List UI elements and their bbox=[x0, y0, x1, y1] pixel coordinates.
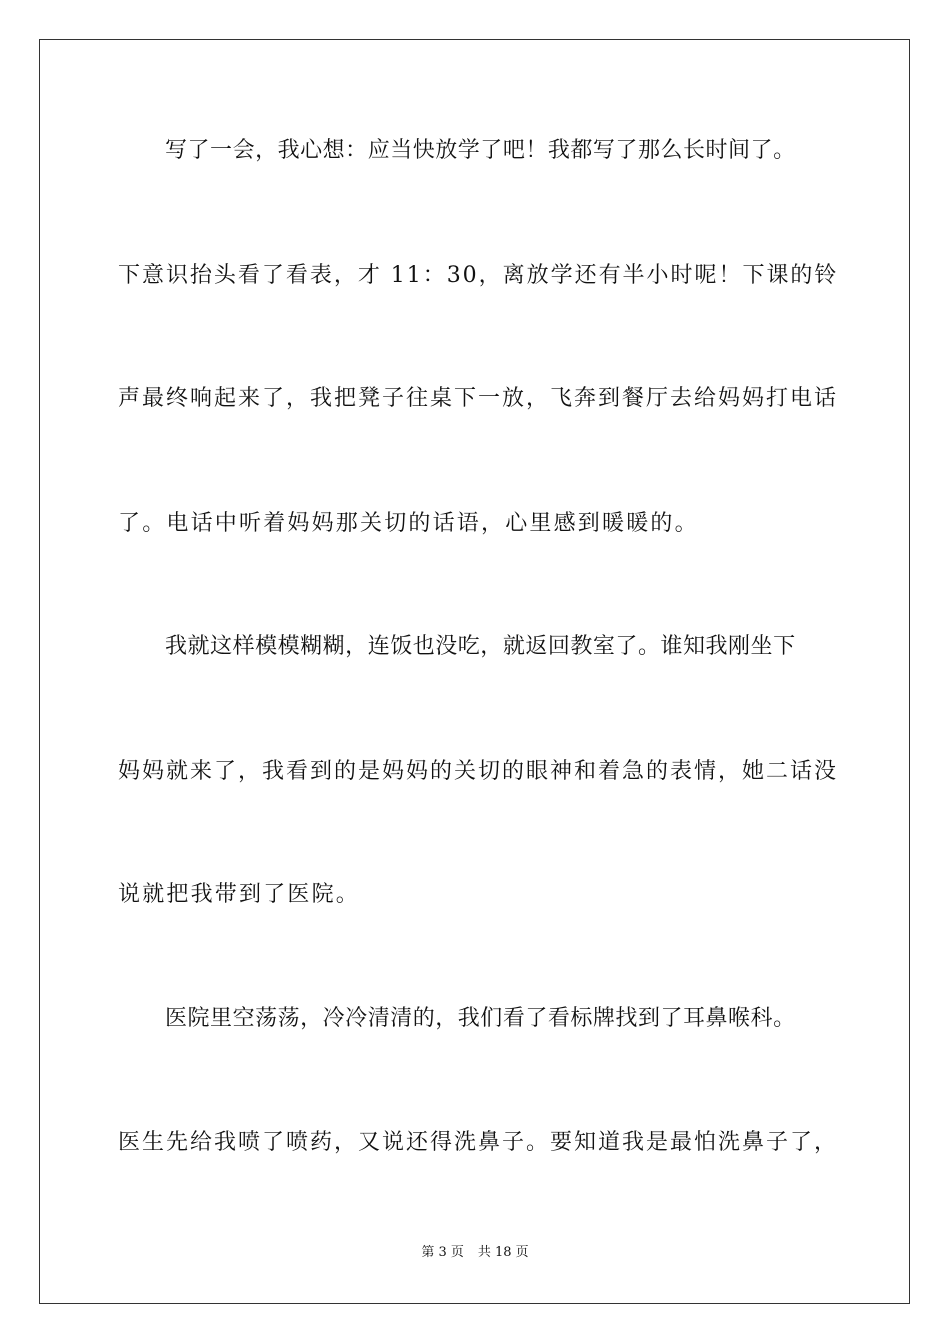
text-line-3: 声最终响起来了，我把凳子往桌下一放，飞奔到餐厅去给妈妈打电话 bbox=[118, 386, 839, 411]
text-line-9: 医生先给我喷了喷药，又说还得洗鼻子。要知道我是最怕洗鼻子了， bbox=[118, 1130, 839, 1155]
page-total: 共 18 页 bbox=[477, 1245, 529, 1260]
text-line-2: 下意识抬头看了看表，才 11：30，离放学还有半小时呢！下课的铃 bbox=[118, 263, 839, 288]
text-line-1: 写了一会，我心想：应当快放学了吧！我都写了那么长时间了。 bbox=[165, 138, 796, 163]
text-line-6: 妈妈就来了，我看到的是妈妈的关切的眼神和着急的表情，她二话没 bbox=[118, 759, 839, 784]
text-line-8: 医院里空荡荡，冷冷清清的，我们看了看标牌找到了耳鼻喉科。 bbox=[165, 1006, 796, 1031]
text-line-5: 我就这样模模糊糊，连饭也没吃，就返回教室了。谁知我刚坐下 bbox=[165, 634, 796, 659]
page-border bbox=[39, 39, 910, 1304]
text-line-4: 了。电话中听着妈妈那关切的话语，心里感到暖暖的。 bbox=[118, 511, 699, 536]
text-line-7: 说就把我带到了医院。 bbox=[118, 882, 361, 907]
page-footer bbox=[0, 1244, 950, 1262]
page-number: 第 3 页 bbox=[421, 1245, 464, 1260]
